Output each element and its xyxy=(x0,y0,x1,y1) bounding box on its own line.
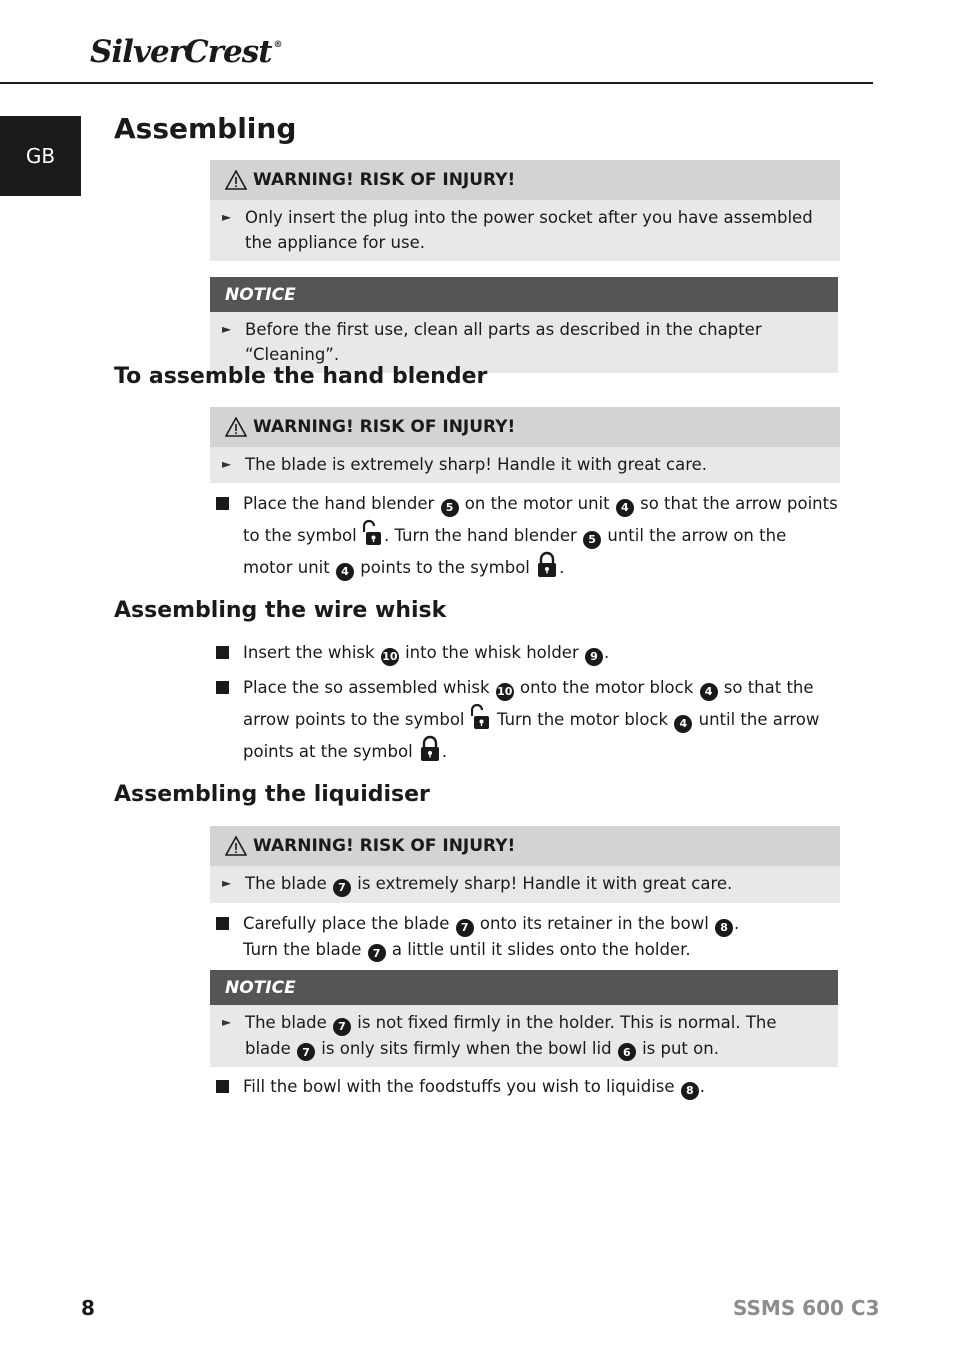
part-number-badge: 9 xyxy=(585,648,603,666)
section-heading-wire-whisk: Assembling the wire whisk xyxy=(114,598,447,623)
warning-heading: WARNING! RISK OF INJURY! xyxy=(210,407,840,447)
arrow-bullet-icon: ► xyxy=(222,210,232,224)
arrow-bullet-icon: ► xyxy=(222,1015,232,1029)
square-bullet-icon xyxy=(216,1080,229,1093)
warning-body: ► The blade is extremely sharp! Handle it with great care. xyxy=(210,447,840,483)
square-bullet-icon xyxy=(216,497,229,510)
header-rule xyxy=(0,82,873,84)
locked-padlock-icon xyxy=(536,551,558,579)
list-item: Place the hand blender 5 on the motor unit 4 so that the arrow points to the symbol . Turn the hand blender 5 until the arrow on the motor unit 4 points to the symbol . xyxy=(216,488,840,583)
page-title: Assembling xyxy=(114,112,297,145)
part-number-badge: 10 xyxy=(496,683,514,701)
warning-body: ► The blade 7 is extremely sharp! Handle it with great care. xyxy=(210,866,840,903)
part-number-badge: 8 xyxy=(681,1082,699,1100)
brand-logo: SilverCrest ® xyxy=(90,34,282,70)
part-number-badge: 8 xyxy=(715,919,733,937)
warning-heading: WARNING! RISK OF INJURY! xyxy=(210,160,840,200)
square-bullet-icon xyxy=(216,681,229,694)
model-number: SSMS 600 C3 xyxy=(733,1296,880,1320)
list-item: Carefully place the blade 7 onto its retainer in the bowl 8 . Turn the blade 7 a little until it slides onto the holder. xyxy=(216,911,840,962)
part-number-badge: 5 xyxy=(441,499,459,517)
section-heading-hand-blender: To assemble the hand blender xyxy=(114,364,488,389)
warning-body: ► Only insert the plug into the power socket after you have assembled the appliance for use. xyxy=(210,200,840,261)
language-tab: GB xyxy=(0,116,81,196)
part-number-badge: 7 xyxy=(297,1043,315,1061)
notice-box xyxy=(210,970,838,1067)
arrow-bullet-icon: ► xyxy=(222,322,232,336)
notice-box xyxy=(210,277,838,373)
part-number-badge: 7 xyxy=(368,944,386,962)
warning-triangle-icon xyxy=(225,836,247,856)
warning-box xyxy=(210,160,840,261)
warning-heading: WARNING! RISK OF INJURY! xyxy=(210,826,840,866)
square-bullet-icon xyxy=(216,917,229,930)
list-item: Fill the bowl with the foodstuffs you wish to liquidise 8 . xyxy=(216,1074,840,1100)
part-number-badge: 10 xyxy=(381,648,399,666)
arrow-bullet-icon: ► xyxy=(222,876,232,890)
section-heading-liquidiser: Assembling the liquidiser xyxy=(114,782,430,807)
part-number-badge: 5 xyxy=(583,531,601,549)
notice-body: ► The blade 7 is not fixed firmly in the holder. This is normal. The blade 7 is only sits firmly when the bowl lid 6 is put on. xyxy=(210,1005,838,1067)
page-number: 8 xyxy=(81,1296,95,1320)
warning-triangle-icon xyxy=(225,417,247,437)
part-number-badge: 4 xyxy=(674,715,692,733)
warning-box xyxy=(210,826,840,903)
notice-heading: NOTICE xyxy=(210,970,838,1005)
part-number-badge: 4 xyxy=(700,683,718,701)
unlocked-padlock-icon xyxy=(471,703,491,731)
unlocked-padlock-icon xyxy=(363,519,383,547)
part-number-badge: 7 xyxy=(333,879,351,897)
list-item: Place the so assembled whisk 10 onto the motor block 4 so that the arrow points to the symbol Turn the motor block 4 until the arrow points at the symbol . xyxy=(216,672,840,767)
square-bullet-icon xyxy=(216,646,229,659)
part-number-badge: 4 xyxy=(336,563,354,581)
warning-triangle-icon xyxy=(225,170,247,190)
part-number-badge: 4 xyxy=(616,499,634,517)
part-number-badge: 6 xyxy=(618,1043,636,1061)
part-number-badge: 7 xyxy=(333,1018,351,1036)
part-number-badge: 7 xyxy=(456,919,474,937)
notice-body: ► Before the first use, clean all parts as described in the chapter “Cleaning”. xyxy=(210,312,838,373)
list-item: Insert the whisk 10 into the whisk holder 9 . xyxy=(216,637,840,668)
notice-heading: NOTICE xyxy=(210,277,838,312)
locked-padlock-icon xyxy=(419,735,441,763)
arrow-bullet-icon: ► xyxy=(222,457,232,471)
warning-box xyxy=(210,407,840,483)
